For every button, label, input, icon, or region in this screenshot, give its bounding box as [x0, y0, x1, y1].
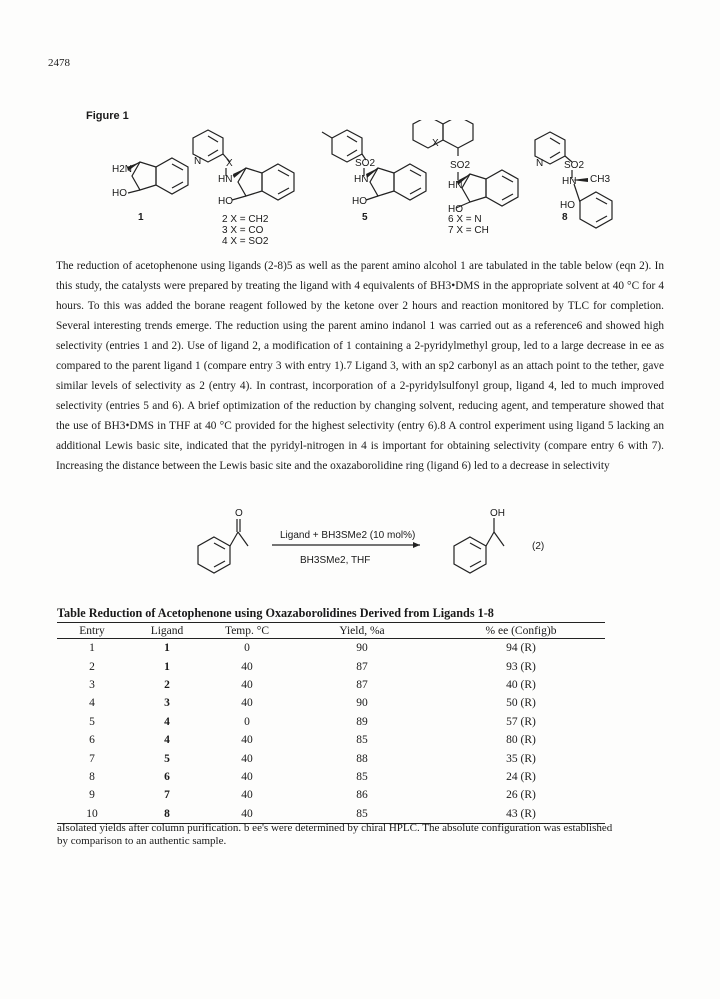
s2-line-3: 4 X = SO2	[222, 236, 269, 247]
s6-hydroxyl: HO	[448, 204, 463, 215]
cell-yield: 87	[356, 660, 368, 673]
table-header-row	[57, 623, 605, 639]
cell-ee: 26 (R)	[506, 789, 536, 802]
s8-methyl: CH3	[590, 174, 611, 185]
table-row	[57, 768, 605, 786]
header-ee: % ee (Config)b	[437, 623, 605, 639]
cell-ee: 50 (R)	[506, 697, 536, 710]
cell-yield: 90	[356, 642, 368, 655]
cell-ligand: 7	[164, 789, 170, 802]
cell-entry: 4	[89, 697, 95, 710]
table-row	[57, 676, 605, 694]
header-temp: Temp. °C	[207, 623, 287, 639]
page-number: 2478	[48, 57, 70, 69]
cell-entry: 2	[89, 660, 95, 673]
table-row	[57, 731, 605, 749]
figure-label: Figure 1	[86, 110, 129, 122]
cell-ligand: 4	[164, 715, 170, 728]
s8-amine: HN	[562, 176, 577, 187]
s8-hydroxyl: HO	[560, 200, 575, 211]
cell-temp: 40	[241, 770, 253, 783]
cell-ligand: 1	[164, 660, 170, 673]
cell-entry: 1	[89, 642, 95, 655]
cell-entry: 3	[89, 678, 95, 691]
cell-yield: 88	[356, 752, 368, 765]
cell-ee: 40 (R)	[506, 678, 536, 691]
cell-ee: 80 (R)	[506, 734, 536, 747]
cell-ligand: 8	[127, 805, 207, 824]
s5-number: 5	[362, 212, 368, 223]
cell-entry: 8	[89, 770, 95, 783]
s2-hydroxyl: HO	[218, 196, 233, 207]
cell-temp: 40	[241, 697, 253, 710]
s2-line-2: 3 X = CO	[222, 225, 264, 236]
cell-temp: 40	[241, 678, 253, 691]
s5-amine: HN	[354, 174, 369, 185]
table-title: Table Reduction of Acetophenone using Oxazaborolidines Derived from Ligands 1-8	[57, 606, 494, 620]
cell-ee: 94 (R)	[506, 642, 536, 655]
s6-line-1: 6 X = N	[448, 214, 482, 225]
cell-temp: 0	[244, 642, 250, 655]
cell-ligand: 5	[164, 752, 170, 765]
cell-yield: 85	[287, 805, 437, 824]
structure-2	[193, 130, 294, 200]
s2-x: X	[226, 158, 233, 169]
body-paragraph: The reduction of acetophenone using ligands (2-8)5 as well as the parent amino alcohol 1 are tabulated in the table below (eqn 2). In this study, the catalysts were prepared by treating the ligand with 4 equivalents of BH3•DMS in the appropriate solvent at 40 °C for 4 hours. To this was added the borane reagent followed by the ketone over 2 hours and reaction monitored by TLC for completion. Several interesting trends emerge. The reduction using the parent amino indanol 1 was carried out as a reference6 and showed high selectivity (entries 1 and 2). Use of ligand 2, a modification of 1 containing a 2-pyridylmethyl group, led to a large decrease in ee as compared to the parent ligand 1 (compare entry 3 with entry 1).7 Ligand 3, with an sp2 carbonyl as an attach point to the tether, gave similar levels of selectivity as 2 (entry 4). In contrast, incorporation of a 2-pyridylsulfonyl group, ligand 4, led to much improved selectivity (entries 5 and 6). A brief optimization of the reduction by changing solvent, reducing agent, and temperature showed that the use of BH3•DMS in THF at 40 °C provided for the highest selectivity (entry 6).8 A control experiment using ligand 5 lacking an additional Lewis basic site, indicated that the pyridyl-nitrogen in 4 is important for obtaining selectivity (compare entry 6 with 7). Increasing the distance between the Lewis basic site and the oxazaborolidine ring (ligand 6) led to a decrease in selectivity	[56, 260, 664, 472]
table-row	[57, 786, 605, 804]
cell-yield: 85	[356, 734, 368, 747]
eq-number: (2)	[532, 541, 545, 552]
figure-1-structures	[110, 120, 650, 270]
cell-ligand: 6	[164, 770, 170, 783]
s6-sulfonyl: SO2	[450, 160, 471, 171]
cell-yield: 89	[356, 715, 368, 728]
s6-amine: HN	[448, 180, 463, 191]
table-row	[57, 805, 605, 824]
header-entry: Entry	[57, 623, 127, 639]
cell-temp: 40	[241, 660, 253, 673]
s8-number: 8	[562, 212, 568, 223]
cell-temp: 40	[241, 752, 253, 765]
cell-entry: 5	[89, 715, 95, 728]
s6-line-2: 7 X = CH	[448, 225, 489, 236]
eq-reagent-top: Ligand + BH3SMe2 (10 mol%)	[280, 530, 416, 541]
cell-ligand: 2	[164, 678, 170, 691]
cell-ligand: 4	[164, 734, 170, 747]
s5-hydroxyl: HO	[352, 196, 367, 207]
equation-2	[180, 505, 580, 585]
s5-sulfonyl: SO2	[355, 158, 376, 169]
s8-nitrogen: N	[536, 158, 544, 169]
eq-hydroxyl: OH	[490, 508, 505, 519]
cell-entry: 10	[57, 805, 127, 824]
header-yield: Yield, %a	[287, 623, 437, 639]
cell-temp: 40	[241, 734, 253, 747]
s2-amine: HN	[218, 174, 233, 185]
cell-temp: 40	[207, 805, 287, 824]
s2-line-1: 2 X = CH2	[222, 214, 269, 225]
cell-ee: 24 (R)	[506, 770, 536, 783]
cell-entry: 7	[89, 752, 95, 765]
s1-hydroxyl: HO	[112, 188, 127, 199]
s2-nitrogen: N	[194, 156, 202, 167]
cell-yield: 86	[356, 789, 368, 802]
table-row	[57, 639, 605, 658]
table-row	[57, 657, 605, 675]
cell-entry: 9	[89, 789, 95, 802]
table-row	[57, 713, 605, 731]
cell-yield: 90	[356, 697, 368, 710]
s1-number: 1	[138, 212, 144, 223]
header-ligand: Ligand	[127, 623, 207, 639]
table-row	[57, 749, 605, 767]
cell-ligand: 1	[164, 642, 170, 655]
s1-amine: H2N	[112, 164, 133, 175]
cell-temp: 40	[241, 789, 253, 802]
cell-yield: 85	[356, 770, 368, 783]
table-row	[57, 694, 605, 712]
cell-entry: 6	[89, 734, 95, 747]
s6-x: X	[432, 138, 439, 149]
eq-reagent-bottom: BH3SMe2, THF	[300, 555, 371, 566]
cell-temp: 0	[244, 715, 250, 728]
cell-ligand: 3	[164, 697, 170, 710]
s8-sulfonyl: SO2	[564, 160, 585, 171]
cell-ee: 35 (R)	[506, 752, 536, 765]
results-table	[57, 622, 605, 824]
cell-yield: 87	[356, 678, 368, 691]
table-footnote: aIsolated yields after column purification. b ee's were determined by chiral HPLC. The absolute configuration was established by comparison to an authentic sample.	[57, 822, 613, 847]
cell-ee: 93 (R)	[506, 660, 536, 673]
eq-carbonyl: O	[235, 508, 243, 519]
cell-ee: 43 (R)	[437, 805, 605, 824]
cell-ee: 57 (R)	[506, 715, 536, 728]
